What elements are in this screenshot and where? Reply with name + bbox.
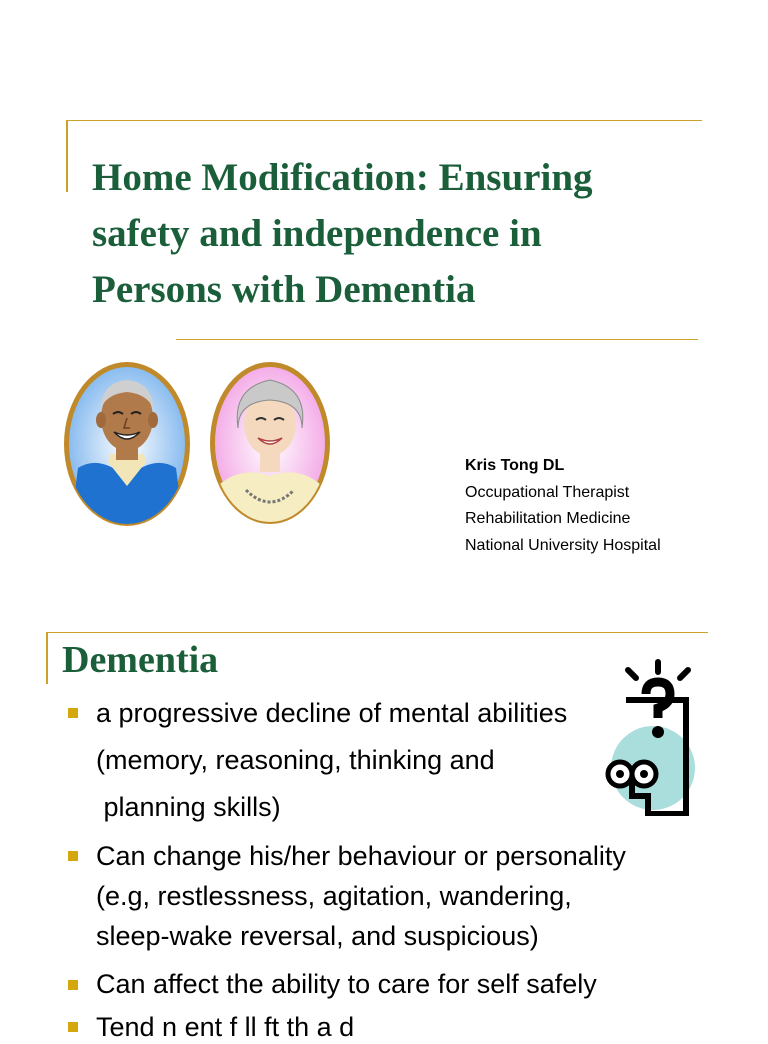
title-underline (176, 339, 698, 340)
dementia-slide (0, 610, 768, 1042)
bullet-4-line-1: Tend n ent f ll ft th a d (96, 1012, 355, 1042)
bullet-3-line-1: Can affect the ability to care for self safely (96, 969, 597, 999)
section-title: Dementia (62, 639, 219, 681)
bullet-1-line-2: (memory, reasoning, thinking and (96, 745, 495, 775)
elderly-woman-portrait (206, 358, 334, 528)
author-institution: National University Hospital (465, 536, 661, 554)
author-name: Kris Tong DL (465, 457, 565, 474)
title-line-1: Home Modification: Ensuring (92, 156, 593, 199)
head-question-icon (598, 656, 702, 816)
bullet-2-line-3: sleep-wake reversal, and suspicious) (96, 921, 539, 951)
slide-title (92, 150, 722, 318)
elderly-man-portrait (60, 358, 194, 530)
title-line-3: Persons with Dementia (92, 268, 476, 311)
frame-left-line (66, 120, 68, 192)
bullet-1-line-1: a progressive decline of mental abilities (96, 698, 568, 728)
bullet-marker (68, 851, 78, 861)
author-department: Rehabilitation Medicine (465, 510, 631, 527)
frame-top-line (46, 632, 708, 633)
bullet-1-line-3: planning skills) (96, 792, 281, 822)
frame-top-line (66, 120, 702, 121)
author-role: Occupational Therapist (465, 483, 630, 501)
bullet-marker (68, 708, 78, 718)
title-line-2: safety and independence in (92, 212, 542, 255)
bullet-2-line-2: (e.g, restlessness, agitation, wandering, (96, 881, 572, 911)
author-info (465, 453, 661, 559)
frame-left-line (46, 632, 48, 684)
bullet-2-line-1: Can change his/her behaviour or personality (96, 841, 626, 871)
bullet-marker (68, 980, 78, 990)
